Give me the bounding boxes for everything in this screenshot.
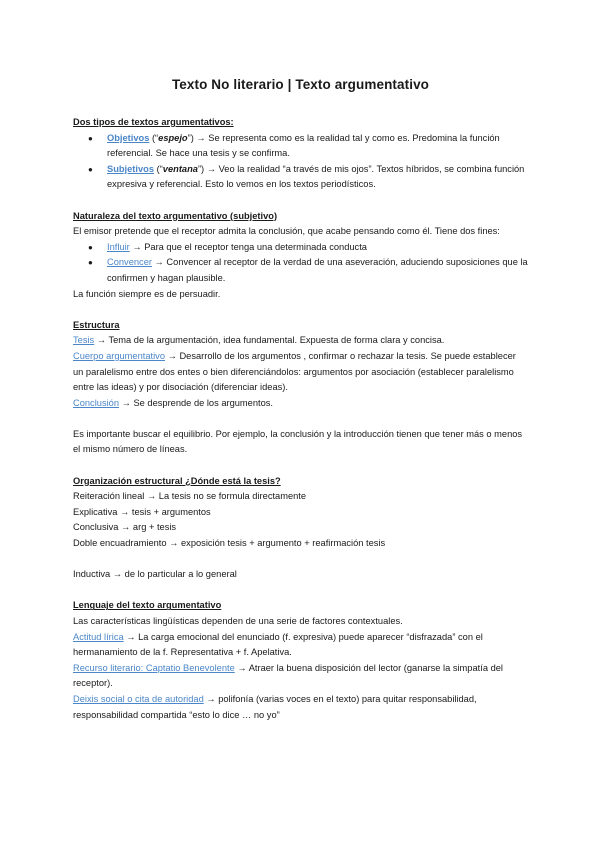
- paragraph: La función siempre es de persuadir.: [73, 288, 221, 299]
- list-item: [107, 131, 528, 162]
- link-convencer[interactable]: Convencer: [107, 257, 152, 268]
- section-heading: Estructura: [73, 319, 120, 330]
- list-item: [107, 240, 528, 256]
- link-influir[interactable]: Influir: [107, 241, 130, 252]
- text-fragment: → Atraer la buena disposición del lector (ganarse la simpatía del receptor).: [73, 662, 503, 689]
- link-objetivos[interactable]: Objetivos: [107, 132, 150, 143]
- document-title: Texto No literario | Texto argumentativo: [171, 77, 430, 92]
- section-heading: Lenguaje del texto argumentativo: [73, 600, 222, 611]
- org-line: Reiteración lineal → La tesis no se formula directamente: [73, 491, 307, 502]
- org-line: Conclusiva → arg + tesis: [73, 522, 177, 533]
- link-deixis-social[interactable]: Deixis social o cita de autoridad: [73, 693, 204, 704]
- types-list: [73, 131, 528, 193]
- list-item: [107, 255, 528, 286]
- list-item: [107, 162, 528, 193]
- emphasis: ventana: [162, 163, 198, 174]
- text-fragment: → Convencer al receptor de la verdad de una aseveración, aduciendo suposiciones que la confirmen y hagan plausible.: [107, 257, 528, 283]
- structure-line: [73, 396, 528, 412]
- section-organization: [73, 474, 528, 583]
- language-line: [73, 630, 528, 661]
- section-language: [73, 598, 528, 723]
- aims-list: [73, 240, 528, 287]
- section-heading: Dos tipos de textos argumentativos:: [73, 117, 234, 127]
- section-nature: [73, 209, 528, 303]
- language-line: [73, 661, 528, 692]
- link-cuerpo-argumentativo[interactable]: Cuerpo argumentativo: [73, 350, 165, 361]
- section-heading: Naturaleza del texto argumentativo (subjetivo): [73, 210, 278, 221]
- org-line: Inductiva → de lo particular a lo general: [73, 569, 237, 580]
- text-fragment: ”) → Se representa como es la realidad tal y como es. Predomina la función referencial. Se hace una tesis y se confirma.: [107, 132, 500, 159]
- text-fragment: → Se desprende de los argumentos.: [119, 397, 274, 408]
- link-tesis[interactable]: Tesis: [73, 335, 95, 346]
- section-structure: [73, 318, 528, 458]
- paragraph: Es importante buscar el equilibrio. Por ejemplo, la conclusión y la introducción tienen que tener más o menos el mismo número de líneas.: [73, 428, 523, 455]
- text-fragment: → polifonía (varias voces en el texto) para quitar responsabilidad, responsabilidad compartida “esto lo dice … no yo”: [73, 693, 477, 720]
- text-fragment: ”) → Veo la realidad “a través de mis ojos”. Textos híbridos, se combina función expresiva y referencial. Esto lo vemos en los textos periodísticos.: [107, 163, 525, 190]
- text-fragment: → Tema de la argumentación, idea fundamental. Expuesta de forma clara y concisa.: [94, 335, 445, 346]
- link-actitud-lirica[interactable]: Actitud lírica: [73, 631, 124, 642]
- section-types: [73, 115, 528, 193]
- link-conclusion[interactable]: Conclusión: [73, 397, 119, 408]
- paragraph: El emisor pretende que el receptor admita la conclusión, que acabe pensando como él. Tiene dos fines:: [73, 226, 500, 237]
- link-captatio-benevolente[interactable]: Recurso literario: Captatio Benevolente: [73, 662, 235, 673]
- text-fragment: → Desarrollo de los argumentos , confirmar o rechazar la tesis. Se puede establecer un paralelismo entre dos entes o bien diferenciándolos: argumentos por asociación (establecer paralelismo entre las ideas) y por disociación (diferenciar ideas).: [73, 350, 516, 393]
- emphasis: espejo: [158, 132, 188, 143]
- language-line: [73, 692, 528, 723]
- structure-line: [73, 333, 528, 349]
- structure-line: [73, 349, 528, 396]
- text-fragment: (“: [149, 132, 159, 143]
- text-fragment: (“: [154, 163, 163, 174]
- text-fragment: → La carga emocional del enunciado (f. expresiva) puede aparecer “disfrazada” con el hermanamiento de la f. Representativa + f. Apelativa.: [73, 631, 483, 658]
- section-heading: Organización estructural ¿Dónde está la tesis?: [73, 475, 281, 486]
- text-fragment: → Para que el receptor tenga una determinada conducta: [129, 241, 367, 252]
- paragraph: Las características lingüísticas dependen de una serie de factores contextuales.: [73, 616, 403, 626]
- org-line: Doble encuadramiento → exposición tesis + argumento + reafirmación tesis: [73, 538, 386, 549]
- org-line: Explicativa → tesis + argumentos: [73, 506, 211, 517]
- link-subjetivos[interactable]: Subjetivos: [107, 163, 155, 174]
